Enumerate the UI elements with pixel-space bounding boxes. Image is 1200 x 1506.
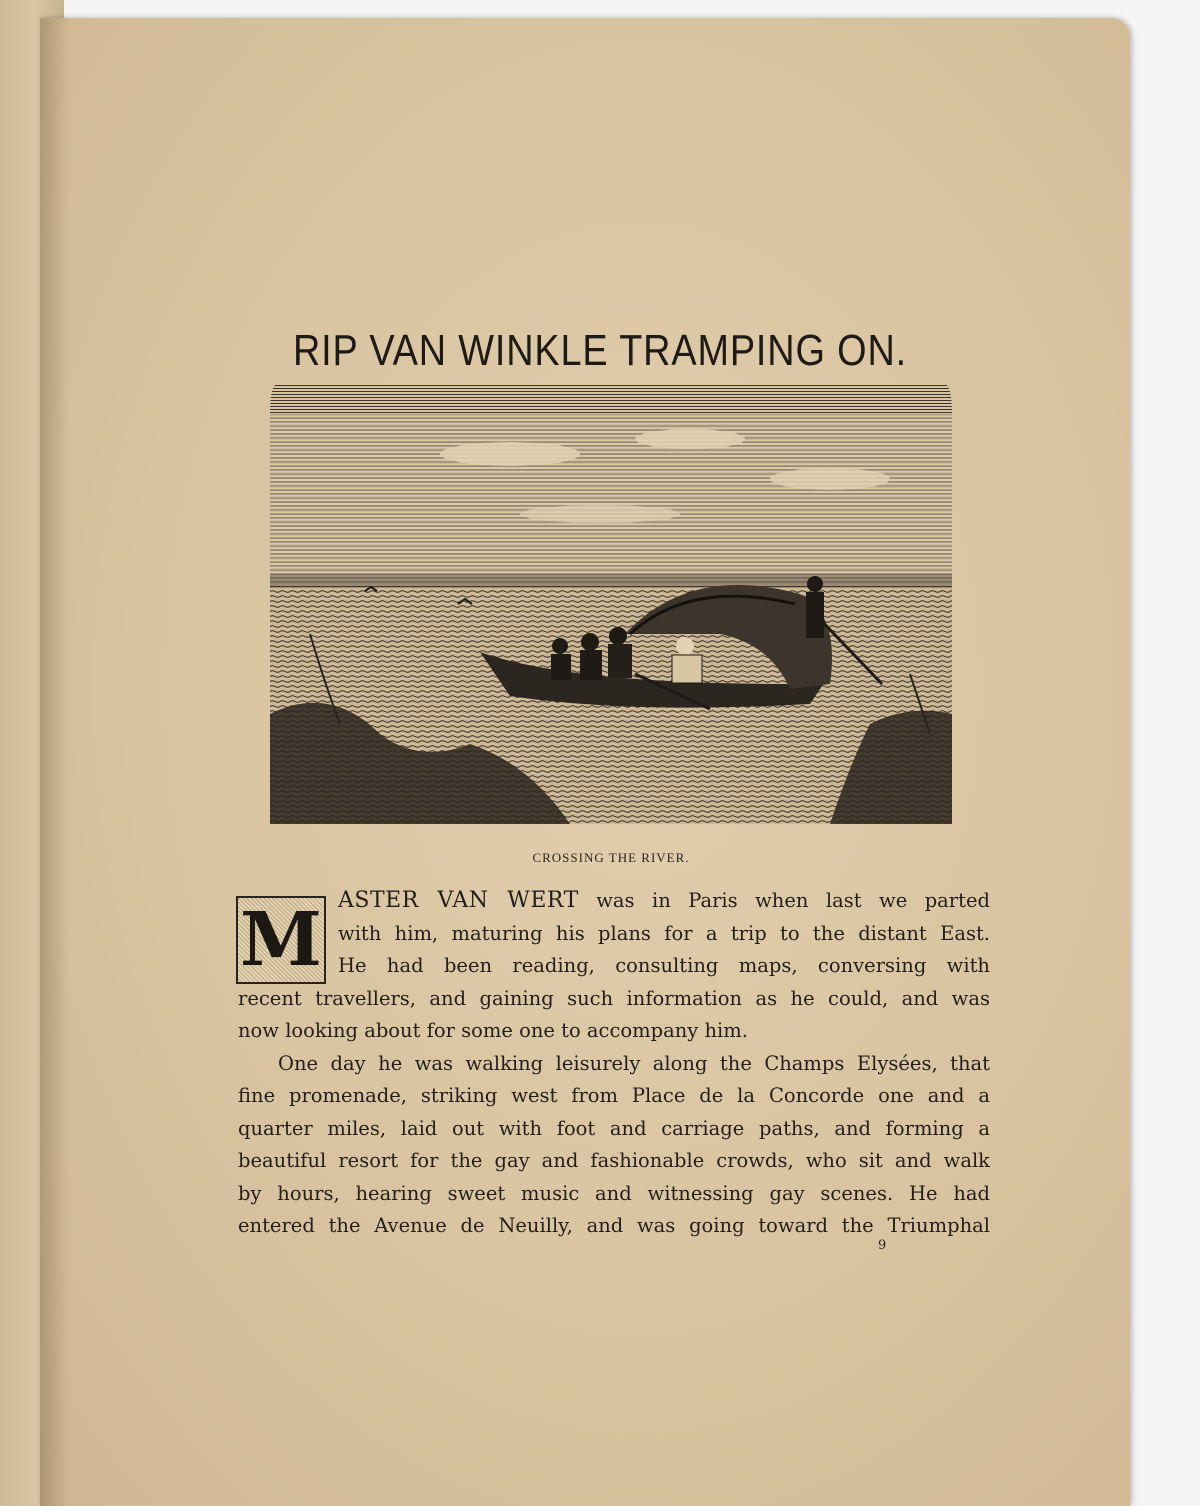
text-line: entered the Avenue de Neuilly, and was going toward the Triumphal [238, 1214, 990, 1237]
text-line: recent travellers, and gaining such information as he could, and was [238, 986, 990, 1010]
text-line: with him, maturing his plans for a trip to the distant East. [338, 921, 990, 945]
text-line: fine promenade, striking west from Place de la Concorde one and a [238, 1084, 990, 1107]
text-line: now looking about for some one to accompany him. [238, 1019, 748, 1042]
text-line [238, 885, 990, 918]
text-line-rest: was in Paris when last we parted [578, 889, 990, 912]
text-line: He had been reading, consulting maps, conversing with [338, 954, 990, 977]
page-number: 9 [878, 1238, 887, 1253]
text-line: by hours, hearing sweet music and witnessing gay scenes. He had [238, 1181, 990, 1205]
chapter-title: RIP VAN WINKLE TRAMPING ON. [292, 326, 908, 375]
lead-small-caps: ASTER VAN WERT [338, 888, 579, 913]
engraving-boat-on-river-icon [270, 384, 952, 824]
illustration-caption: CROSSING THE RIVER. [532, 850, 690, 865]
text-line: quarter miles, laid out with foot and carriage paths, and forming a [238, 1116, 990, 1140]
drop-cap-letter: M [240, 897, 322, 983]
gutter-shadow [40, 18, 70, 1506]
text-line: One day he was walking leisurely along the Champs Elysées, that [278, 1051, 990, 1075]
body-text [238, 885, 990, 1243]
text-line: beautiful resort for the gay and fashionable crowds, who sit and walk [238, 1149, 990, 1172]
